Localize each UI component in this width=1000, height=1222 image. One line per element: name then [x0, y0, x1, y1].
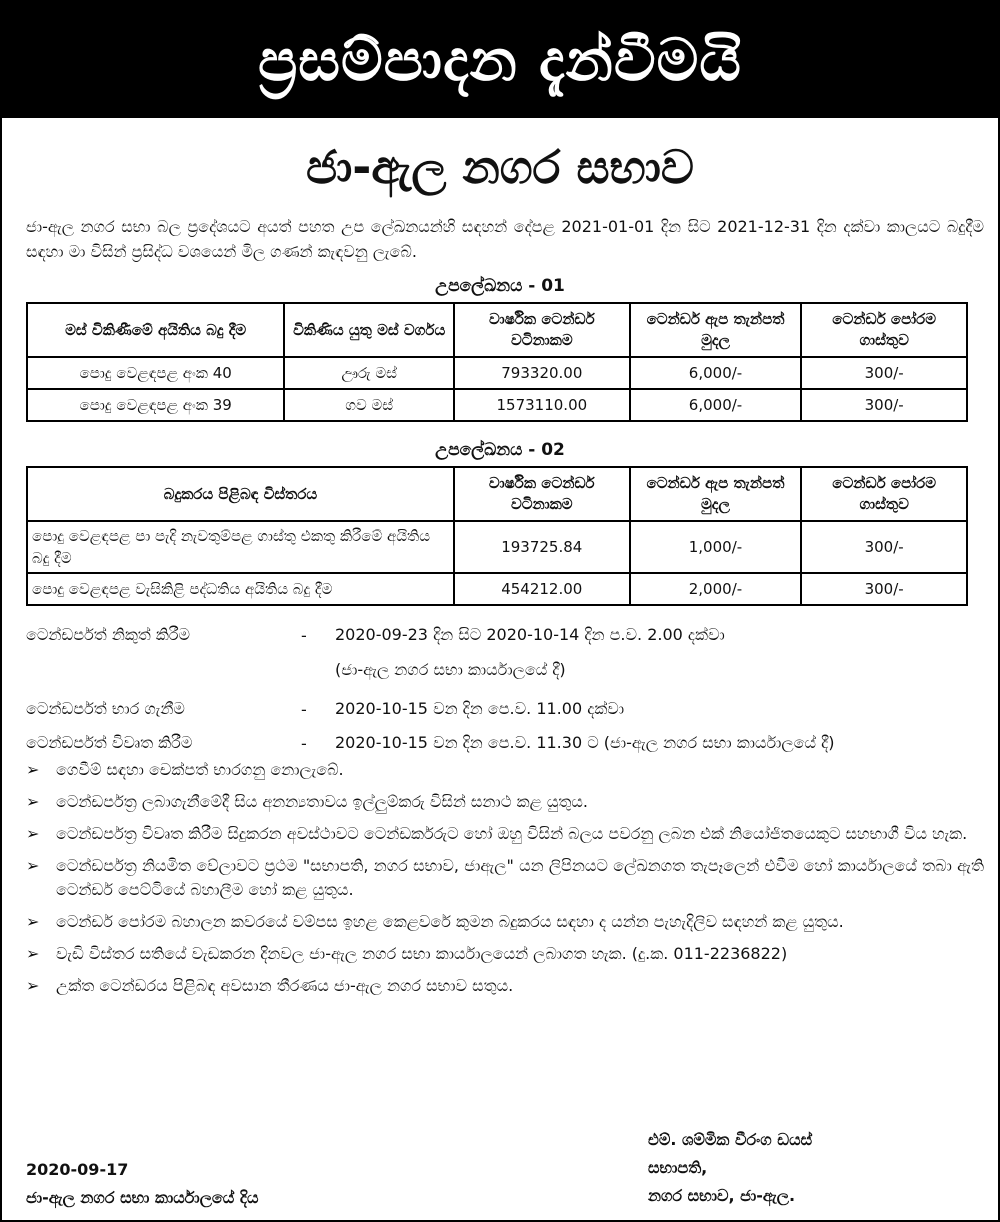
table-row — [27, 357, 967, 389]
list-item — [26, 974, 984, 998]
table-cell: 300/- — [801, 357, 967, 389]
schedule-label: ටෙන්ඩර්පත් නිකුත් කිරීම — [26, 625, 191, 644]
table-cell: පොදු වෙළඳපළ පා පැදි නැවතුම්පළ ගාස්තු එකතු කිරීමේ අයිතිය බදු දීම — [27, 521, 454, 573]
column-header: මස් විකිණීමේ අයිතිය බදු දීම — [27, 303, 284, 357]
list-item — [26, 822, 984, 846]
intro-paragraph: ජා-ඇල නගර සභා බල ප්‍රදේශයට අයත් පහත උප ලේඛනයන්හි සඳහන් දේපළ 2021-01-01 දින සිට 2021-12-31 දින දක්වා කාලයට බදුදීම සඳහා මා විසින් ප්‍රසිද්ධ වශයෙන් මිල ගණන් කැඳවනු ලැබේ. — [26, 217, 984, 261]
schedule-row — [26, 728, 998, 758]
signatory-title: සභාපති, — [648, 1158, 708, 1177]
issue-block — [26, 1156, 258, 1212]
table-cell: 1,000/- — [630, 521, 802, 573]
arrow-bullet-icon: ➢ — [26, 824, 40, 843]
schedule-dash: - — [301, 625, 307, 645]
schedule-row — [26, 690, 998, 728]
column-header: විකිණිය යුතු මස් වර්ගය — [284, 303, 454, 357]
column-header: ටෙන්ඩර් ඇප තැන්පත් මුදල — [630, 303, 802, 357]
condition-text: ටෙන්ඩර්පත්‍ර විවෘත කිරීම සිදුකරන අවස්ථාවට ටෙන්ඩර්කරුට හෝ ඔහු විසින් බලය පවරනු ලබන එක් නියෝජිතයෙකුට සහභාගී විය හැක. — [56, 824, 968, 843]
tender-schedule — [26, 620, 998, 758]
table-cell: පොදු වෙළඳපළ වැසිකිළි පද්ධතිය අයිතිය බදු දීම — [27, 573, 454, 605]
table-row — [27, 521, 967, 573]
notice-footer — [26, 1122, 998, 1207]
table-cell: පොදු වෙළඳපළ අංක 40 — [27, 357, 284, 389]
schedule-label: ටෙන්ඩර්පත් භාර ගැනීම — [26, 699, 185, 718]
column-header: වාර්ෂික ටෙන්ඩර් වටිනාකම — [454, 303, 630, 357]
annex-2-title: උපලේඛනය - 02 — [435, 440, 565, 460]
issue-date: 2020-09-17 — [26, 1160, 129, 1179]
table-header-row — [27, 303, 967, 357]
annex-1-table — [26, 302, 968, 422]
notice-banner: ප්‍රසම්පාදන දැන්වීමයි — [2, 2, 998, 118]
table-header-row — [27, 467, 967, 521]
arrow-bullet-icon: ➢ — [26, 944, 40, 963]
arrow-bullet-icon: ➢ — [26, 856, 40, 875]
list-item — [26, 854, 984, 902]
column-header: වාර්ෂික ටෙන්ඩර් වටිනාකම — [454, 467, 630, 521]
table-cell: 2,000/- — [630, 573, 802, 605]
schedule-dash: - — [301, 733, 307, 753]
table-cell: 793320.00 — [454, 357, 630, 389]
table-cell: 300/- — [801, 521, 967, 573]
schedule-note: (ජා-ඇල නගර සභා කාර්යාලයේ දී) — [335, 660, 566, 679]
column-header: ටෙන්ඩර් පෝරම ගාස්තුව — [801, 303, 967, 357]
table-cell: 300/- — [801, 389, 967, 421]
table-cell: ඌරු මස් — [284, 357, 454, 389]
schedule-row — [26, 620, 998, 650]
annex-1-title: උපලේඛනය - 01 — [435, 276, 565, 296]
schedule-row — [26, 650, 998, 690]
table-cell: පොදු වෙළඳපළ අංක 39 — [27, 389, 284, 421]
list-item — [26, 758, 984, 782]
condition-text: ටෙන්ඩර්පත්‍ර ලබාගැනීමේදී සිය අනන්‍යතාවය ඉල්ලුම්කරු විසින් සනාථ කළ යුතුය. — [56, 792, 588, 811]
schedule-value: 2020-09-23 දින සිට 2020-10-14 දින ප.ව. 2.00 දක්වා — [335, 625, 725, 644]
table-cell: 1573110.00 — [454, 389, 630, 421]
issue-place: ජා-ඇල නගර සභා කාර්යාලයේ දිය — [26, 1188, 259, 1207]
table-row — [27, 389, 967, 421]
table-row — [27, 573, 967, 605]
org-title: ජා-ඇල නගර සභාව — [306, 140, 694, 194]
list-item — [26, 942, 984, 966]
arrow-bullet-icon: ➢ — [26, 976, 40, 995]
condition-text: ගෙවීම් සඳහා චෙක්පත් භාරගනු නොලැබේ. — [56, 760, 344, 779]
column-header: බදුකරය පිළිබඳ විස්තරය — [27, 467, 454, 521]
schedule-value: 2020-10-15 වන දින පෙ.ව. 11.30 ට (ජා-ඇල නගර සභා කාර්යාලයේ දී) — [335, 733, 835, 752]
table-cell: ගව මස් — [284, 389, 454, 421]
schedule-label: ටෙන්ඩර්පත් විවෘත කිරීම — [26, 733, 193, 752]
table-cell: 300/- — [801, 573, 967, 605]
list-item — [26, 910, 984, 934]
signatory-org: නගර සභාව, ජා-ඇල. — [648, 1186, 796, 1205]
table-cell: 6,000/- — [630, 389, 802, 421]
condition-text: උක්ත ටෙන්ඩරය පිළිබඳ අවසාන තීරණය ජා-ඇල නගර සභාව සතුය. — [56, 976, 514, 995]
table-cell: 193725.84 — [454, 521, 630, 573]
arrow-bullet-icon: ➢ — [26, 760, 40, 779]
table-cell: 6,000/- — [630, 357, 802, 389]
column-header: ටෙන්ඩර් පෝරම ගාස්තුව — [801, 467, 967, 521]
signatory-name: එම්. ශම්මික වීරංග ඩයස් — [648, 1130, 813, 1149]
annex-2-table — [26, 466, 968, 606]
condition-text: ටෙන්ඩර් පෝරම බහාලන කවරයේ වම්පස ඉහළ කෙළවරේ කුමන බදුකරය සඳහා ද යන්න පැහැදිලිව සඳහන් කළ යුතුය. — [56, 912, 844, 931]
arrow-bullet-icon: ➢ — [26, 912, 40, 931]
schedule-value: 2020-10-15 වන දින පෙ.ව. 11.00 දක්වා — [335, 699, 625, 718]
signatory-block — [648, 1126, 812, 1210]
condition-text: වැඩි විස්තර සතියේ වැඩකරන දිනවල ජා-ඇල නගර සභා කාර්යාලයෙන් ලබාගත හැක. (දු.ක. 011-2236822) — [56, 944, 788, 963]
schedule-dash: - — [301, 699, 307, 719]
table-cell: 454212.00 — [454, 573, 630, 605]
conditions-list — [26, 758, 984, 998]
column-header: ටෙන්ඩර් ඇප තැන්පත් මුදල — [630, 467, 802, 521]
list-item — [26, 790, 984, 814]
condition-text: ටෙන්ඩර්පත්‍ර නියමිත වේලාවට ප්‍රථම "සභාපති, නගර සභාව, ජාඇල" යන ලිපිනයට ලේඛනගත තැපෑලෙන් එවීම හෝ කාර්යාලයේ තබා ඇති ටෙන්ඩර් පෙට්ටියේ බහාලීම හෝ කළ යුතුය. — [56, 856, 984, 899]
arrow-bullet-icon: ➢ — [26, 792, 40, 811]
